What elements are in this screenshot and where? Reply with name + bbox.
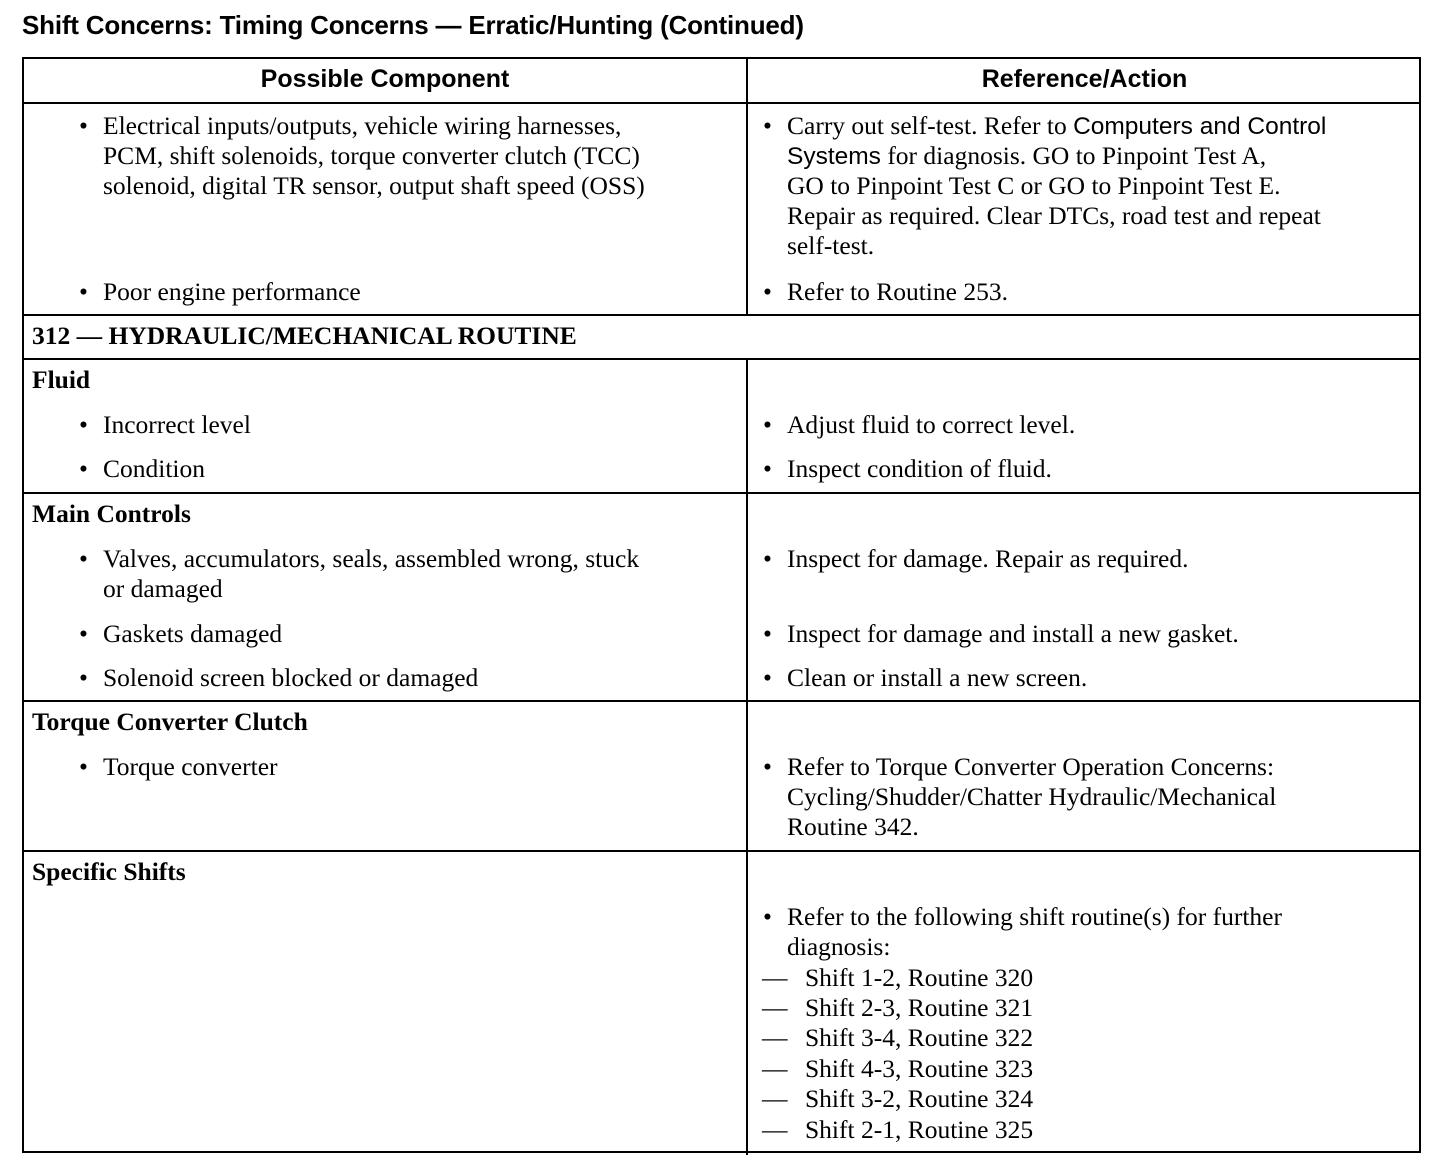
component-text: PCM, shift solenoids, torque converter clutch (TCC) bbox=[103, 141, 640, 170]
column-divider-bottom bbox=[746, 359, 748, 1155]
row-divider bbox=[24, 850, 1419, 852]
action-text: Clean or install a new screen. bbox=[787, 663, 1088, 692]
action-text: diagnosis: bbox=[787, 932, 891, 961]
bullet: • bbox=[79, 454, 88, 483]
component-text: Torque converter bbox=[103, 752, 278, 781]
section-heading-specific-shifts: Specific Shifts bbox=[32, 857, 186, 886]
row-divider bbox=[24, 358, 1419, 360]
bullet: • bbox=[763, 454, 772, 483]
action-text: Routine 342. bbox=[787, 812, 919, 841]
dash: — bbox=[762, 1084, 788, 1113]
page-title: Shift Concerns: Timing Concerns — Erratic/Hunting (Continued) bbox=[22, 10, 804, 40]
action-text: self-test. bbox=[787, 231, 875, 260]
shift-routine: Shift 2-3, Routine 321 bbox=[805, 993, 1034, 1022]
column-divider-top bbox=[746, 59, 748, 314]
action-text: Repair as required. Clear DTCs, road test and repeat bbox=[787, 201, 1321, 230]
shift-routine: Shift 4-3, Routine 323 bbox=[805, 1054, 1034, 1083]
action-text: Adjust fluid to correct level. bbox=[787, 410, 1076, 439]
reference-link: Computers and Control bbox=[1073, 113, 1327, 140]
component-text: Condition bbox=[103, 454, 206, 483]
bullet: • bbox=[79, 111, 88, 140]
header-divider bbox=[24, 102, 1419, 104]
bullet: • bbox=[79, 663, 88, 692]
action-text: GO to Pinpoint Test C or GO to Pinpoint Test E. bbox=[787, 171, 1281, 200]
bullet: • bbox=[79, 544, 88, 573]
shift-routine: Shift 3-2, Routine 324 bbox=[805, 1084, 1034, 1113]
row-divider bbox=[24, 492, 1419, 494]
action-text: Refer to the following shift routine(s) for further bbox=[787, 902, 1282, 931]
dash: — bbox=[762, 1023, 788, 1052]
column-header-action: Reference/Action bbox=[981, 65, 1188, 93]
component-text: solenoid, digital TR sensor, output shaft speed (OSS) bbox=[103, 171, 645, 200]
action-text: Refer to Routine 253. bbox=[787, 277, 1008, 306]
section-heading-fluid: Fluid bbox=[32, 365, 91, 394]
routine-title: 312 — HYDRAULIC/MECHANICAL ROUTINE bbox=[32, 321, 577, 350]
component-text: Solenoid screen blocked or damaged bbox=[103, 663, 479, 692]
action-text: Cycling/Shudder/Chatter Hydraulic/Mechanical bbox=[787, 782, 1277, 811]
bullet: • bbox=[763, 410, 772, 439]
component-text: Gaskets damaged bbox=[103, 619, 283, 648]
reference-link: Systems bbox=[787, 143, 881, 170]
action-text: Inspect condition of fluid. bbox=[787, 454, 1052, 483]
dash: — bbox=[762, 1054, 788, 1083]
bullet: • bbox=[763, 663, 772, 692]
bullet: • bbox=[79, 410, 88, 439]
bullet: • bbox=[79, 619, 88, 648]
bullet: • bbox=[79, 277, 88, 306]
action-text: Inspect for damage and install a new gasket. bbox=[787, 619, 1239, 648]
row-divider bbox=[24, 314, 1419, 316]
bullet: • bbox=[763, 619, 772, 648]
bullet: • bbox=[763, 277, 772, 306]
shift-routine: Shift 2-1, Routine 325 bbox=[805, 1115, 1034, 1144]
row-divider bbox=[24, 700, 1419, 702]
component-text: Incorrect level bbox=[103, 410, 251, 439]
bullet: • bbox=[763, 544, 772, 573]
component-text: Valves, accumulators, seals, assembled wrong, stuck bbox=[103, 544, 640, 573]
dash: — bbox=[762, 1115, 788, 1144]
bullet: • bbox=[763, 752, 772, 781]
dash: — bbox=[762, 993, 788, 1022]
diagnostic-table bbox=[22, 57, 1421, 1153]
action-text: Carry out self-test. Refer to Computers and Control bbox=[787, 111, 1327, 140]
action-text: Inspect for damage. Repair as required. bbox=[787, 544, 1189, 573]
section-heading-tcc: Torque Converter Clutch bbox=[32, 707, 308, 736]
action-text: Refer to Torque Converter Operation Concerns: bbox=[787, 752, 1275, 781]
component-text: or damaged bbox=[103, 574, 223, 603]
dash: — bbox=[762, 963, 788, 992]
bullet: • bbox=[79, 752, 88, 781]
shift-routine: Shift 3-4, Routine 322 bbox=[805, 1023, 1034, 1052]
action-text: Systems for diagnosis. GO to Pinpoint Test A, bbox=[787, 141, 1267, 170]
column-header-component: Possible Component bbox=[260, 65, 510, 93]
component-text: Electrical inputs/outputs, vehicle wiring harnesses, bbox=[103, 111, 622, 140]
bullet: • bbox=[763, 111, 772, 140]
bullet: • bbox=[763, 902, 772, 931]
component-text: Poor engine performance bbox=[103, 277, 361, 306]
section-heading-main-controls: Main Controls bbox=[32, 499, 191, 528]
shift-routine: Shift 1-2, Routine 320 bbox=[805, 963, 1034, 992]
